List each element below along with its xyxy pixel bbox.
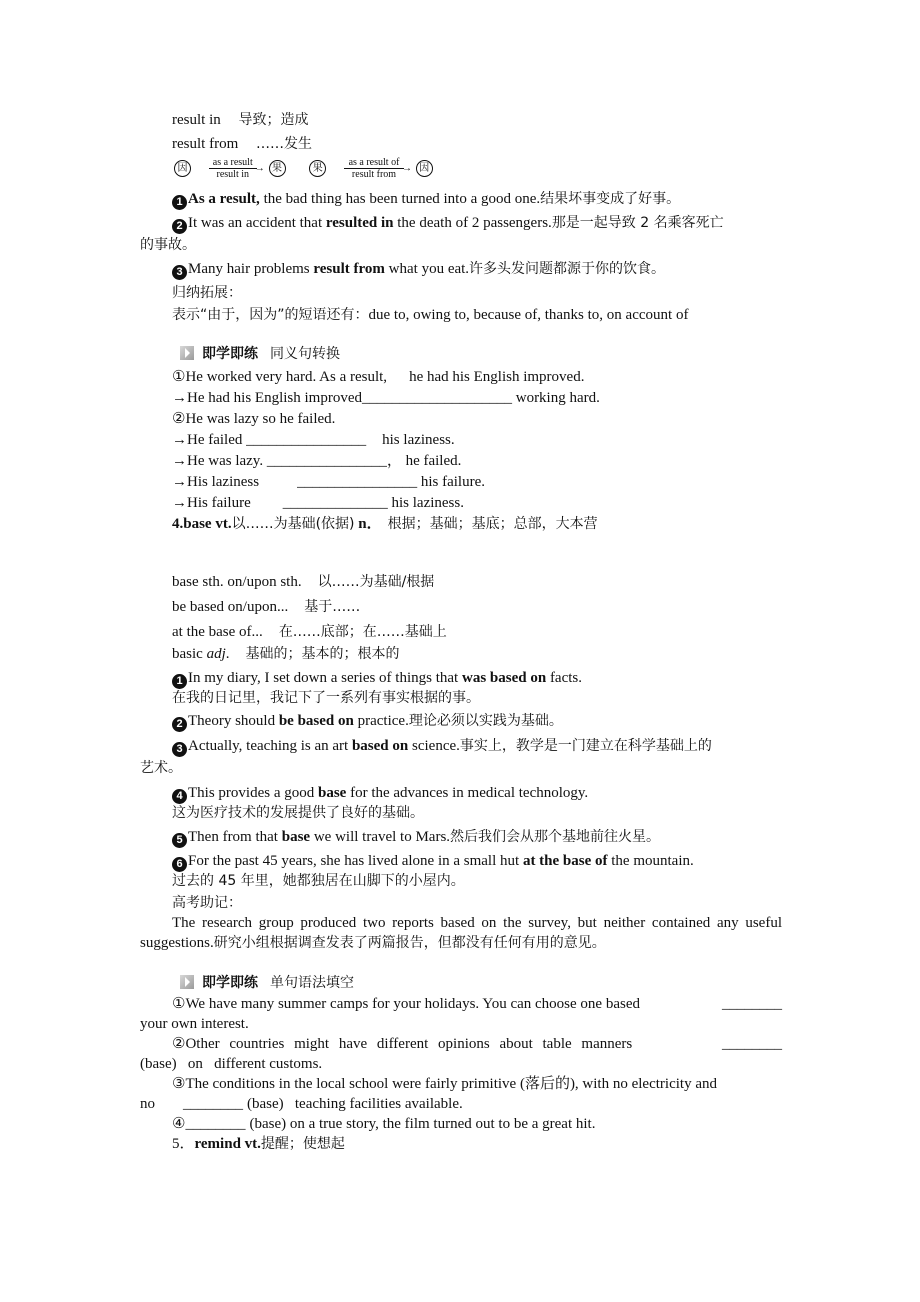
number-badge-icon: 4 bbox=[172, 789, 187, 804]
exercise-header bbox=[180, 973, 354, 993]
line-text: He was lazy. bbox=[187, 453, 267, 469]
arrow-icon: → bbox=[172, 453, 187, 469]
phrase-en: result in bbox=[172, 112, 221, 128]
line-text: he had his English improved. bbox=[409, 369, 585, 385]
arrow-label-left bbox=[209, 157, 257, 180]
exercise-title: 即学即练 bbox=[202, 346, 258, 362]
memo-en: The research group produced two reports based on the survey, but neither contained any useful suggestions. bbox=[140, 915, 782, 951]
example-zh: 过去的 45 年里，她都独居在山脚下的小屋内。 bbox=[172, 873, 465, 889]
phrase-zh: 基础的；基本的；根本的 bbox=[245, 646, 400, 662]
phrase-en: basic bbox=[172, 646, 207, 662]
keyword: be based on bbox=[278, 713, 354, 729]
answer-blank[interactable]: ________________ bbox=[246, 432, 367, 448]
example-en: the mountain. bbox=[607, 853, 694, 869]
example-en: for the advances in medical technology. bbox=[346, 785, 589, 801]
arrow-label-right bbox=[344, 157, 404, 180]
example-en: For the past 45 years, she has lived alone in a small hut bbox=[188, 853, 523, 869]
phrase-result-from bbox=[172, 134, 312, 154]
exercise-header bbox=[180, 344, 340, 364]
phrase-en: at the base of... bbox=[172, 624, 263, 640]
line-text: ， he failed. bbox=[386, 453, 462, 469]
line-text: working hard. bbox=[511, 390, 600, 406]
cause-circle-icon: 因 bbox=[174, 160, 191, 177]
exercise-line bbox=[172, 388, 600, 408]
line-text: He had his English improved bbox=[187, 390, 362, 406]
memo-paragraph bbox=[140, 913, 782, 953]
phrase-en: base sth. on/upon sth. bbox=[172, 574, 302, 590]
keyword: at the base of bbox=[522, 853, 608, 869]
item-number: ② bbox=[172, 1036, 186, 1052]
answer-blank[interactable]: ________ bbox=[183, 1096, 243, 1112]
cause-circle-icon: 因 bbox=[416, 160, 433, 177]
keyword: resulted in bbox=[325, 215, 394, 231]
item-text: We have many summer camps for your holidays. You can choose one based bbox=[185, 996, 640, 1012]
example-sentence bbox=[172, 827, 660, 848]
example-sentence bbox=[172, 783, 588, 804]
headword: remind vt. bbox=[194, 1136, 261, 1152]
phrase-zh: 以……为基础/根据 bbox=[317, 574, 435, 590]
arrow-icon: → bbox=[172, 390, 187, 406]
example-sentence bbox=[172, 668, 582, 689]
exercise-item bbox=[172, 1074, 717, 1094]
phrase-zh: 在……底部；在……基础上 bbox=[278, 624, 447, 640]
summary-en: due to, owing to, because of, thanks to, on account of bbox=[368, 307, 689, 323]
example-sentence bbox=[172, 711, 563, 732]
section-arrow-icon bbox=[180, 346, 194, 360]
line-text: He was lazy so he failed. bbox=[185, 411, 336, 427]
part-of-speech: n． bbox=[354, 516, 382, 532]
example-zh-continued: 的事故。 bbox=[140, 237, 196, 253]
exercise-line bbox=[172, 409, 335, 429]
example-sentence bbox=[172, 736, 712, 757]
example-zh: 结果坏事变成了好事。 bbox=[540, 191, 681, 207]
example-en: what you eat. bbox=[384, 261, 470, 277]
headword: base vt. bbox=[183, 516, 232, 532]
phrase-en: result from bbox=[172, 136, 239, 152]
effect-circle-icon: 果 bbox=[269, 160, 286, 177]
exercise-title: 即学即练 bbox=[202, 975, 258, 991]
example-zh: 这为医疗技术的发展提供了良好的基础。 bbox=[172, 805, 424, 821]
line-text: his laziness. bbox=[382, 432, 455, 448]
word-heading bbox=[172, 1134, 345, 1154]
keyword: base bbox=[317, 785, 347, 801]
example-en: Then from that bbox=[188, 829, 282, 845]
example-sentence bbox=[172, 259, 665, 280]
arrow-icon: → bbox=[172, 495, 187, 511]
example-zh: 理论必须以实践为基础。 bbox=[408, 713, 563, 729]
number-badge-icon: 2 bbox=[172, 219, 187, 234]
example-sentence bbox=[172, 213, 724, 234]
heading-number: 4. bbox=[172, 516, 184, 532]
phrase-en: . bbox=[225, 646, 230, 662]
heading-zh: 根据；基础；基底；总部，大本营 bbox=[387, 516, 598, 532]
example-en: This provides a good bbox=[188, 785, 318, 801]
arrow-bottom-label: result from bbox=[344, 168, 404, 180]
phrase bbox=[172, 597, 360, 617]
number-badge-icon: 1 bbox=[172, 674, 187, 689]
item-text: Other countries might have different opinions about table manners bbox=[185, 1036, 633, 1052]
heading-number: 5． bbox=[172, 1136, 195, 1152]
example-en: It was an accident that bbox=[188, 215, 326, 231]
item-text-continued bbox=[140, 1094, 463, 1114]
item-text-continued: (base) on different customs. bbox=[140, 1056, 323, 1072]
number-badge-icon: 6 bbox=[172, 857, 187, 872]
example-zh: 许多头发问题都源于你的饮食。 bbox=[469, 261, 666, 277]
item-text: (base) teaching facilities available. bbox=[247, 1096, 463, 1112]
heading-zh: 提醒；使想起 bbox=[260, 1136, 345, 1152]
arrow-icon: → bbox=[172, 432, 187, 448]
phrase-en: be based on/upon... bbox=[172, 599, 289, 615]
item-number: ② bbox=[172, 411, 186, 427]
item-number: ③ bbox=[172, 1076, 186, 1092]
exercise-item bbox=[172, 1034, 782, 1054]
memo-label: 高考助记： bbox=[172, 895, 242, 911]
example-en: we will travel to Mars. bbox=[310, 829, 451, 845]
phrase-zh: 导致；造成 bbox=[238, 112, 309, 128]
answer-blank[interactable]: ________________ bbox=[297, 474, 418, 490]
example-en: the death of 2 passengers. bbox=[393, 215, 552, 231]
arrow-right-icon: → bbox=[254, 162, 265, 174]
item-text-continued: your own interest. bbox=[140, 1016, 249, 1032]
arrow-icon: → bbox=[172, 474, 187, 490]
keyword: was based on bbox=[461, 670, 547, 686]
item-text: The conditions in the local school were fairly primitive (落后的), with no electricity and bbox=[185, 1076, 717, 1092]
example-en: In my diary, I set down a series of things that bbox=[188, 670, 462, 686]
item-text: (base) on a true story, the film turned out to be a great hit. bbox=[249, 1116, 596, 1132]
item-number: ④ bbox=[172, 1116, 186, 1132]
example-zh: 事实上，教学是一门建立在科学基础上的 bbox=[459, 738, 712, 754]
arrow-top-label: as a result bbox=[212, 157, 253, 168]
answer-blank[interactable]: ________ bbox=[185, 1116, 246, 1132]
exercise-line bbox=[172, 493, 464, 513]
exercise-subtitle: 单句语法填空 bbox=[270, 975, 354, 991]
exercise-line bbox=[172, 367, 584, 387]
arrow-right-icon: → bbox=[402, 162, 412, 174]
exercise-subtitle: 同义句转换 bbox=[270, 346, 340, 362]
answer-blank[interactable]: ________ bbox=[722, 996, 782, 1012]
memo-zh: 研究小组根据调查发表了两篇报告，但都没有任何有用的意见。 bbox=[213, 935, 606, 951]
example-en: Theory should bbox=[188, 713, 279, 729]
section-arrow-icon bbox=[180, 975, 194, 989]
number-badge-icon: 3 bbox=[172, 265, 187, 280]
exercise-line bbox=[172, 451, 461, 471]
phrase-zh: ……发生 bbox=[255, 136, 312, 152]
exercise-item bbox=[172, 1114, 595, 1134]
line-text: His failure bbox=[187, 495, 251, 511]
exercise-line bbox=[172, 472, 485, 492]
line-text: his laziness. bbox=[387, 495, 464, 511]
line-text: He failed bbox=[187, 432, 247, 448]
example-en: facts. bbox=[546, 670, 583, 686]
exercise-item bbox=[172, 994, 782, 1014]
arrow-top-label: as a result of bbox=[348, 157, 400, 168]
number-badge-icon: 3 bbox=[172, 742, 187, 757]
example-zh-continued: 艺术。 bbox=[140, 760, 182, 776]
example-en: science. bbox=[408, 738, 460, 754]
example-en: Many hair problems bbox=[188, 261, 314, 277]
exercise-line bbox=[172, 430, 455, 450]
phrase bbox=[172, 572, 434, 592]
cause-effect-diagram bbox=[174, 157, 433, 187]
example-en: practice. bbox=[353, 713, 409, 729]
line-text: His laziness bbox=[187, 474, 260, 490]
example-sentence bbox=[172, 851, 694, 872]
keyword: base bbox=[281, 829, 311, 845]
example-en: Actually, teaching is an art bbox=[188, 738, 352, 754]
example-zh: 那是一起导致 2 名乘客死亡 bbox=[551, 215, 724, 231]
effect-circle-icon: 果 bbox=[309, 160, 326, 177]
keyword: result from bbox=[313, 261, 385, 277]
answer-blank[interactable]: ________ bbox=[722, 1036, 782, 1052]
example-sentence bbox=[172, 189, 680, 210]
keyword: As a result, bbox=[188, 191, 260, 207]
answer-blank[interactable]: ______________ bbox=[282, 495, 388, 511]
answer-blank[interactable]: ____________________ bbox=[361, 390, 512, 406]
example-zh: 然后我们会从那个基地前往火星。 bbox=[450, 829, 661, 845]
example-en: the bad thing has been turned into a good one. bbox=[259, 191, 541, 207]
phrase-result-in bbox=[172, 110, 309, 130]
answer-blank[interactable]: ________________ bbox=[266, 453, 387, 469]
phrase-zh: 基于…… bbox=[304, 599, 361, 615]
phrase-pos: adj bbox=[206, 646, 226, 662]
heading-zh: 以……为基础(依据) bbox=[231, 516, 355, 532]
item-number: ① bbox=[172, 369, 186, 385]
item-number: ① bbox=[172, 996, 186, 1012]
phrase bbox=[172, 644, 400, 664]
item-text: no bbox=[140, 1096, 155, 1112]
number-badge-icon: 1 bbox=[172, 195, 187, 210]
summary-zh: 表示“由于，因为”的短语还有： bbox=[172, 307, 369, 323]
line-text: He worked very hard. As a result, bbox=[185, 369, 388, 385]
phrase bbox=[172, 622, 447, 642]
arrow-bottom-label: result in bbox=[209, 168, 257, 180]
number-badge-icon: 2 bbox=[172, 717, 187, 732]
number-badge-icon: 5 bbox=[172, 833, 187, 848]
example-zh: 在我的日记里，我记下了一系列有事实根据的事。 bbox=[172, 690, 480, 706]
line-text: his failure. bbox=[417, 474, 485, 490]
summary-line bbox=[172, 305, 688, 325]
summary-label: 归纳拓展： bbox=[172, 285, 242, 301]
word-heading bbox=[172, 514, 598, 534]
keyword: based on bbox=[351, 738, 409, 754]
